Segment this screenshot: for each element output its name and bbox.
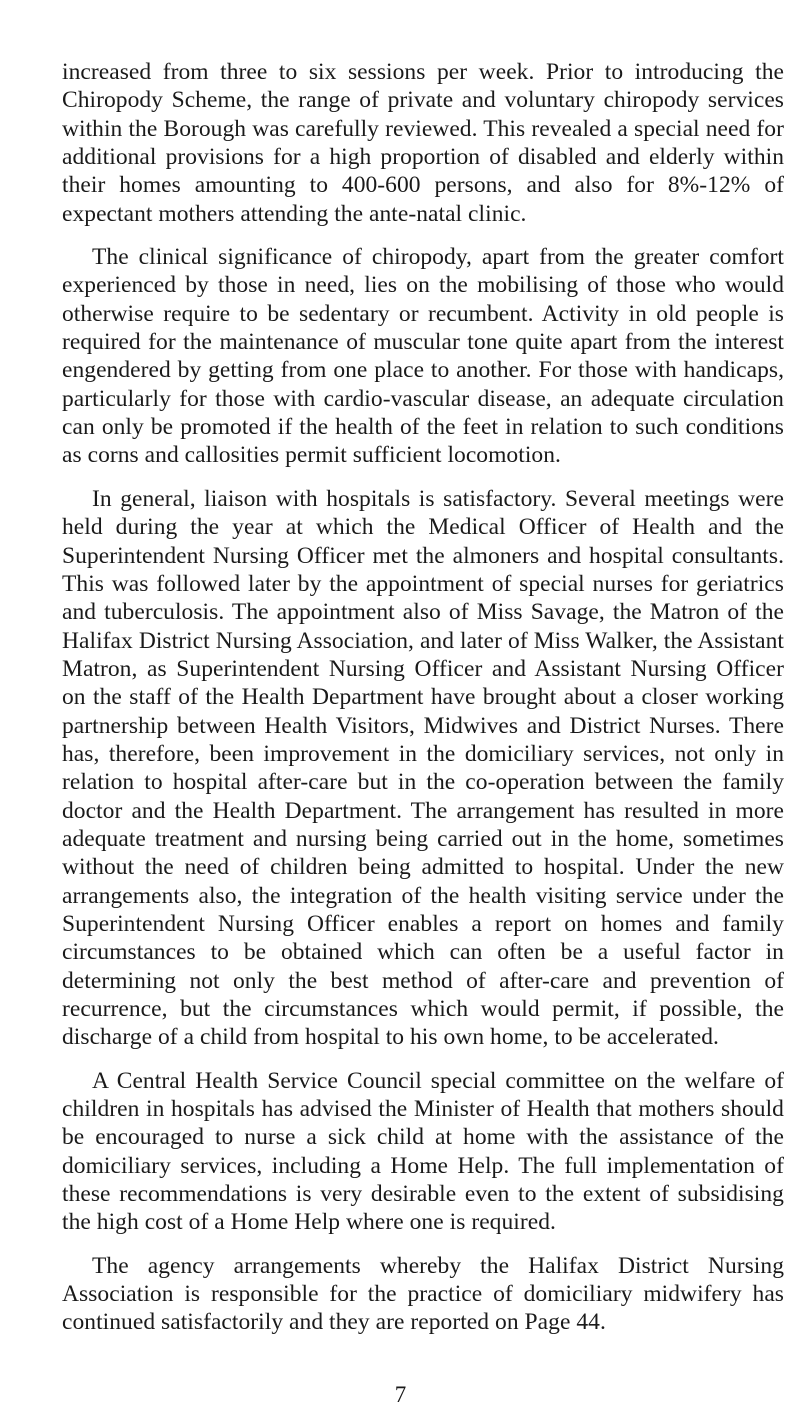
document-body	[62, 58, 784, 1352]
paragraph-clinical-significance: The clinical significance of chiropody, apart from the greater comfort experienced by those in need, lies on the mobilising of those who would otherwise require to be sedentary or recumbent. Activity in old people is required for the maintenance of muscular tone quite apart from the interest engendered by getting from one place to another. For those with handicaps, particularly for those with cardio-vascular disease, an adequate circulation can only be promoted if the health of the feet in relation to such conditions as corns and callosities permit sufficient locomotion.	[62, 244, 784, 469]
page-number: 7	[394, 1382, 407, 1407]
paragraph-agency-arrangements: The agency arrangements whereby the Halifax District Nursing Association is responsible for the practice of domiciliary midwifery has continued satisfactorily and they are reported on Page 44.	[62, 1252, 784, 1336]
paragraph-hospital-liaison: In general, liaison with hospitals is satisfactory. Several meetings were held during the year at which the Medical Officer of Health and the Superintendent Nursing Officer met the almoners and hospital consultants. This was followed later by the appointment of special nurses for geriatrics and tuberculosis. The appointment also of Miss Savage, the Matron of the Halifax District Nursing Association, and later of Miss Walker, the Assistant Matron, as Superintendent Nursing Officer and Assistant Nursing Officer on the staff of the Health Department have brought about a closer working partnership between Health Visitors, Midwives and District Nurses. There has, therefore, been improvement in the domiciliary services, not only in relation to hospital after-care but in the co-operation between the family doctor and the Health Department. The arrangement has resulted in more adequate treatment and nursing being carried out in the home, sometimes without the need of children being admitted to hospital. Under the new arrangements also, the integration of the health visiting service under the Superintendent Nursing Officer enables a report on homes and family circumstances to be obtained which can often be a useful factor in determining not only the best method of after-care and prevention of recurrence, but the circumstances which would permit, if possible, the discharge of a child from hospital to his own home, to be accelerated.	[62, 485, 784, 1051]
paragraph-chiropody-scheme: increased from three to six sessions per week. Prior to introducing the Chiropody Scheme, the range of private and voluntary chiropody services within the Borough was carefully reviewed. This revealed a special need for additional provisions for a high proportion of disabled and elderly within their homes amounting to 400-600 persons, and also for 8%-12% of expectant mothers attending the ante-natal clinic.	[62, 59, 784, 227]
paragraph-central-health-council: A Central Health Service Council special committee on the welfare of children in hospitals has advised the Minister of Health that mothers should be encouraged to nurse a sick child at home with the assistance of the domiciliary services, including a Home Help. The full implementation of these recommendations is very desirable even to the extent of subsidising the high cost of a Home Help where one is required.	[62, 1067, 784, 1236]
